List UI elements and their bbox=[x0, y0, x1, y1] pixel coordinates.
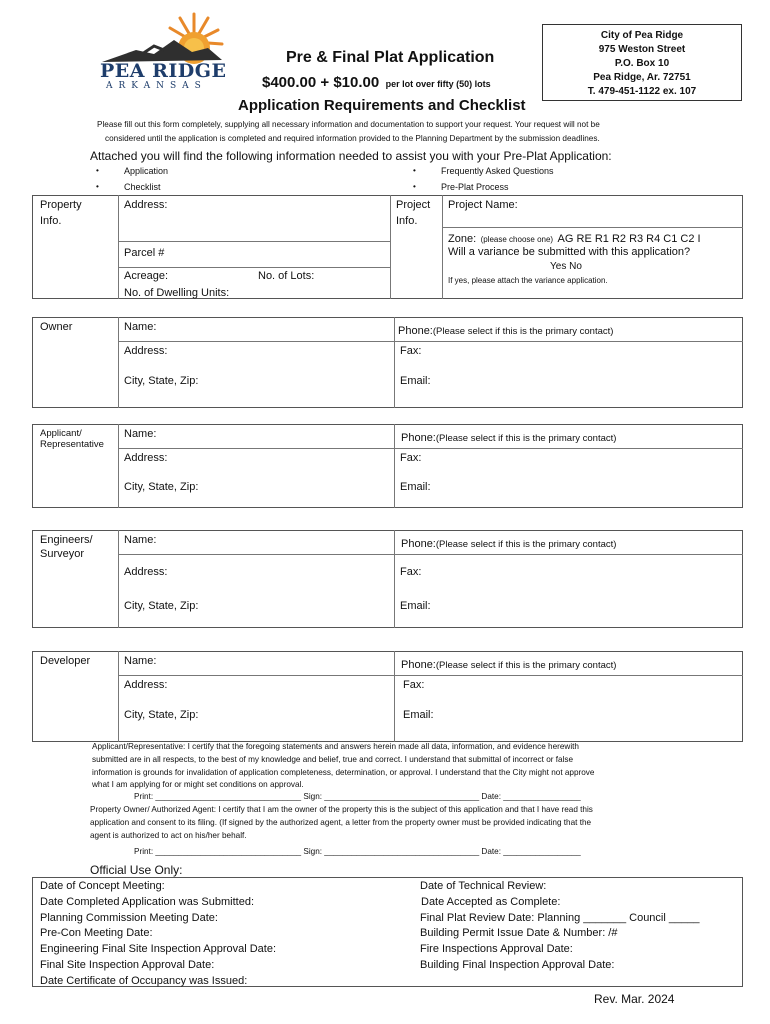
intro-line-1: Please fill out this form completely, supplying all necessary information and documentation to support your request. Your request will not be bbox=[97, 120, 600, 129]
variance-note: If yes, please attach the variance application. bbox=[448, 276, 608, 285]
bullet-icon: • bbox=[96, 182, 99, 191]
project-section-label-2: Info. bbox=[396, 215, 418, 227]
name-field[interactable]: Name: bbox=[124, 655, 157, 667]
name-field[interactable]: Name: bbox=[124, 534, 157, 546]
official-use-field: Fire Inspections Approval Date: bbox=[420, 943, 573, 956]
form-title: Pre & Final Plat Application bbox=[286, 49, 495, 66]
bullet-preplat: Pre-Plat Process bbox=[441, 182, 509, 192]
contact-role-label: Owner bbox=[40, 321, 73, 333]
official-use-field: Date Accepted as Complete: bbox=[421, 895, 561, 908]
primary-contact-note[interactable]: (Please select if this is the primary contact) bbox=[435, 660, 617, 671]
owner-cert-line: agent is authorized to act on his/her behalf. bbox=[90, 830, 247, 840]
applicant-certification bbox=[92, 741, 594, 792]
fax-field[interactable]: Fax: bbox=[400, 452, 422, 464]
official-use-field: Building Final Inspection Approval Date: bbox=[420, 959, 615, 971]
primary-contact-note[interactable]: (Please select if this is the primary contact) bbox=[435, 433, 617, 444]
bullet-icon: • bbox=[413, 166, 416, 175]
email-field[interactable]: Email: bbox=[403, 709, 434, 721]
zone-select[interactable] bbox=[448, 229, 701, 247]
fax-field[interactable]: Fax: bbox=[400, 566, 422, 578]
phone-field[interactable] bbox=[398, 321, 613, 339]
official-use-field: Building Permit Issue Date & Number: /# bbox=[420, 927, 618, 940]
contact-role-label: Developer bbox=[40, 655, 91, 667]
zone-options[interactable]: AG RE R1 R2 R3 R4 C1 C2 I bbox=[557, 233, 701, 245]
revision-label: Rev. Mar. 2024 bbox=[594, 992, 675, 1006]
applicant-cert-line: submitted are in all respects, to the best of my knowledge and belief, true and correct. I understand that submittal of incorrect or false bbox=[92, 754, 574, 764]
owner-certification bbox=[90, 804, 593, 842]
zone-label: Zone: bbox=[448, 233, 477, 245]
applicant-cert-line: information is grounds for invalidation of application completeness, determination, or approval. I understand that the City might not approve bbox=[92, 767, 595, 777]
contact-line-4: Pea Ridge, Ar. 72751 bbox=[593, 72, 691, 83]
acreage-field[interactable]: Acreage: bbox=[124, 270, 169, 282]
phone-field[interactable] bbox=[401, 534, 616, 552]
email-field[interactable]: Email: bbox=[400, 375, 431, 387]
pea-ridge-logo bbox=[96, 8, 227, 94]
contact-line-1: City of Pea Ridge bbox=[600, 30, 684, 41]
intro-line-2: considered until the application is completed and required information provided to the Planning Department by the submission deadlines. bbox=[105, 134, 600, 143]
checklist-subtitle: Application Requirements and Checklist bbox=[238, 97, 526, 114]
applicant-cert-line: what I am applying for or might set conditions on approval. bbox=[92, 780, 304, 790]
owner-signature-line[interactable]: Print: ________________________________ Sign: __________________________________ Date: _________________ bbox=[134, 847, 581, 856]
email-field[interactable]: Email: bbox=[400, 481, 431, 493]
official-use-field: Date of Technical Review: bbox=[420, 880, 547, 892]
contact-line-2: 975 Weston Street bbox=[598, 44, 686, 55]
official-use-field: Pre-Con Meeting Date: bbox=[40, 927, 153, 940]
city-contact-box bbox=[542, 24, 742, 101]
official-use-field: Date of Concept Meeting: bbox=[40, 880, 165, 892]
bullet-checklist: Checklist bbox=[124, 182, 161, 192]
property-section-label-2: Info. bbox=[40, 215, 62, 227]
official-use-field: Planning Commission Meeting Date: bbox=[40, 911, 218, 924]
official-use-field: Engineering Final Site Inspection Approval Date: bbox=[40, 943, 277, 956]
phone-field[interactable] bbox=[401, 655, 616, 673]
official-use-field: Final Plat Review Date: Planning _______ Council _____ bbox=[420, 911, 700, 924]
project-section-label: Project bbox=[396, 199, 431, 211]
contact-role-label-2: Surveyor bbox=[40, 548, 85, 560]
fax-field[interactable]: Fax: bbox=[403, 679, 425, 691]
contact-role-label: Engineers/ bbox=[40, 534, 93, 546]
logo-state: ARKANSAS bbox=[106, 81, 207, 91]
city-state-zip-field[interactable]: City, State, Zip: bbox=[124, 709, 199, 721]
address-field[interactable]: Address: bbox=[124, 679, 168, 691]
dwelling-units-field[interactable]: No. of Dwelling Units: bbox=[124, 287, 230, 299]
variance-yes-no[interactable]: Yes No bbox=[550, 261, 582, 272]
fee-line bbox=[262, 74, 491, 92]
phone-label: Phone: bbox=[401, 432, 436, 444]
fee-note: per lot over fifty (50) lots bbox=[385, 79, 491, 89]
lots-field[interactable]: No. of Lots: bbox=[258, 270, 315, 282]
official-use-field: Date Certificate of Occupancy was Issued: bbox=[40, 974, 248, 987]
primary-contact-note[interactable]: (Please select if this is the primary contact) bbox=[435, 539, 617, 550]
contact-role-label: Applicant/ bbox=[40, 428, 82, 439]
phone-label: Phone: bbox=[401, 538, 436, 550]
owner-cert-line: Property Owner/ Authorized Agent: I certify that I am the owner of the property this is the subject of this application and that I have read this bbox=[90, 805, 593, 814]
logo-name: PEA RIDGE bbox=[100, 60, 227, 82]
official-use-heading: Official Use Only: bbox=[90, 863, 183, 877]
official-use-field: Date Completed Application was Submitted: bbox=[40, 895, 255, 908]
project-name-field[interactable]: Project Name: bbox=[448, 199, 518, 211]
name-field[interactable]: Name: bbox=[124, 428, 157, 440]
applicant-signature-line[interactable]: Print: ________________________________ Sign: __________________________________ Date: _________________ bbox=[134, 792, 581, 801]
applicant-cert-line: Applicant/Representative: I certify that the foregoing statements and answers herein made all data, information, and evidence herewith bbox=[92, 742, 579, 751]
attached-text: Attached you will find the following information needed to assist you with your Pre-Plat Application: bbox=[90, 149, 612, 163]
contact-role-label-2: Representative bbox=[40, 439, 104, 450]
property-address-field[interactable]: Address: bbox=[124, 199, 168, 211]
fax-field[interactable]: Fax: bbox=[400, 345, 422, 357]
email-field[interactable]: Email: bbox=[400, 600, 431, 612]
bullet-icon: • bbox=[96, 166, 99, 175]
contact-line-3: P.O. Box 10 bbox=[614, 58, 670, 69]
bullet-icon: • bbox=[413, 182, 416, 191]
primary-contact-note[interactable]: (Please select if this is the primary contact) bbox=[432, 326, 614, 337]
address-field[interactable]: Address: bbox=[124, 566, 168, 578]
name-field[interactable]: Name: bbox=[124, 321, 157, 333]
phone-label: Phone: bbox=[398, 325, 433, 337]
variance-question: Will a variance be submitted with this application? bbox=[448, 246, 691, 258]
official-use-field: Final Site Inspection Approval Date: bbox=[40, 959, 215, 971]
fee-amount: $400.00 + $10.00 bbox=[262, 74, 380, 91]
phone-label: Phone: bbox=[401, 659, 436, 671]
contact-line-5: T. 479-451-1122 ex. 107 bbox=[587, 86, 697, 97]
owner-cert-line: application and consent to its filing. (If signed by the authorized agent, a letter from the property owner must be provided indicating that the bbox=[90, 817, 592, 827]
phone-field[interactable] bbox=[401, 428, 616, 446]
address-field[interactable]: Address: bbox=[124, 452, 168, 464]
city-state-zip-field[interactable]: City, State, Zip: bbox=[124, 375, 199, 387]
address-field[interactable]: Address: bbox=[124, 345, 168, 357]
property-section-label: Property bbox=[40, 199, 82, 211]
city-state-zip-field[interactable]: City, State, Zip: bbox=[124, 481, 199, 493]
bullet-application: Application bbox=[124, 166, 169, 176]
bullet-faq: Frequently Asked Questions bbox=[441, 166, 554, 176]
city-state-zip-field[interactable]: City, State, Zip: bbox=[124, 600, 199, 612]
parcel-field[interactable]: Parcel # bbox=[124, 247, 165, 259]
zone-hint: (please choose one) bbox=[480, 235, 554, 244]
